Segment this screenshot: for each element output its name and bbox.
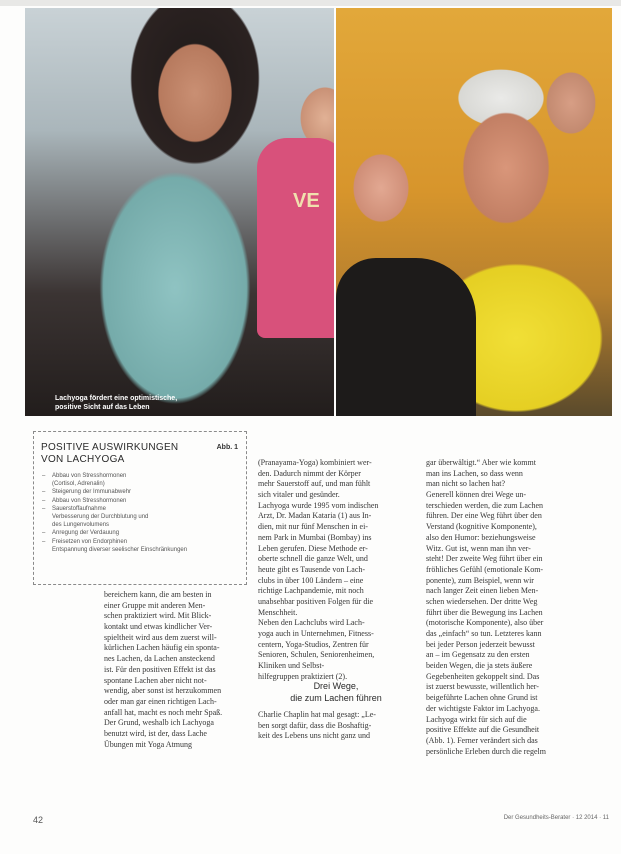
text-line: mehr Sauerstoff auf, und man fühlt — [258, 479, 371, 489]
text-line: ist zuerst bewusste, willentlich her- — [426, 682, 539, 692]
scan-edge — [0, 0, 621, 6]
text-line: der wichtigste Faktor im Lachyoga. — [426, 703, 540, 713]
text-line: (motorische Komponente), also über — [426, 618, 544, 628]
text-line: den. Dadurch nimmt der Körper — [258, 468, 361, 478]
text-line: oberte schnell die ganze Welt, und — [258, 554, 368, 564]
box-list-item: Entspannung diverser seelischer Einschränkungen — [52, 546, 188, 553]
photo-caption — [55, 394, 255, 412]
photo-laughing-women — [25, 8, 334, 416]
text-line: oder man gar einen richtigen Lach- — [104, 696, 217, 706]
text-line: persönliche Erleben durch die regelm — [426, 746, 546, 756]
text-line: Lachyoga wirkt für sich auf die — [426, 714, 527, 724]
box-list-item: – Steigerung der Immunabwehr — [42, 488, 242, 496]
text-line: fröhliches Gefühl (emotionale Kom- — [426, 564, 544, 574]
text-line: beigeführte Lachen ohne Grund ist — [426, 693, 538, 703]
text-column-left — [104, 590, 244, 750]
text-line: hilfegruppen praktiziert (2). — [258, 671, 348, 681]
text-line: beiden Wegen, die ja stets äußere — [426, 661, 533, 671]
text-column-right — [426, 458, 598, 757]
text-line: Verstand (kognitive Komponente), — [426, 522, 537, 532]
text-line: ponente), zum Beispiel, wenn wir — [426, 575, 534, 585]
box-list-item: Verbesserung der Durchblutung und — [52, 514, 149, 521]
photo-laughing-man — [336, 8, 612, 416]
text-line: kontakt und etwas kindlicher Ver- — [104, 622, 213, 632]
text-line: benutzt wird, ist der, dass Lache — [104, 728, 207, 738]
text-line: Charlie Chaplin hat mal gesagt: „Le- — [258, 710, 376, 719]
dark-clothing — [336, 258, 476, 416]
box-list — [42, 472, 242, 554]
box-list-item: (Cortisol, Adrenalin) — [52, 481, 105, 488]
text-line: Lachyoga wurde 1995 vom indischen — [258, 500, 379, 510]
box-title: POSITIVE AUSWIRKUNGEN VON LACHYOGA — [41, 442, 179, 465]
text-line: keit des Lebens uns nicht ganz und — [258, 731, 370, 741]
info-box — [33, 431, 247, 585]
box-figure-label: Abb. 1 — [216, 444, 238, 451]
page-number: 42 — [33, 815, 44, 825]
text-line: Menschheit. — [258, 607, 298, 617]
text-line: Witz. Gut ist, wenn man ihn ver- — [426, 543, 531, 553]
text-column-middle-lower — [258, 710, 410, 742]
text-line: also den Humor: beziehungsweise — [426, 532, 536, 542]
text-line: steht! Der zweite Weg führt über ein — [426, 554, 543, 564]
footer-publication: Der Gesundheits-Berater · 12 2014 · 11 — [503, 815, 609, 821]
text-line: ben sorgt dafür, dass die Boshaftig- — [258, 720, 372, 730]
text-line: das „einfach“ so tun. Letzteres kann — [426, 629, 542, 638]
box-list-item: – Abbau von Stresshormonen — [42, 472, 242, 480]
heading-line: Drei Wege, — [313, 681, 359, 691]
heading-line: die zum Lachen führen — [290, 693, 382, 703]
text-line: an – im Gegensatz zu den ersten — [426, 650, 530, 660]
text-line: clubs in über 100 Ländern – eine — [258, 575, 364, 585]
shirt-print: VE — [293, 190, 320, 212]
text-column-middle — [258, 458, 410, 682]
text-line: wendig, aber sonst ist herzukommen — [104, 686, 222, 696]
text-line: yoga auch in Unternehmen, Fitness- — [258, 629, 374, 638]
text-line: heute gibt es Tausende von Lach- — [258, 564, 366, 574]
text-line: positive Effekte auf die Gesundheit — [426, 725, 540, 735]
text-line: schen praktiziert wird. Mit Blick- — [104, 611, 212, 621]
text-line: richtige Lachpandemie, mit noch — [258, 586, 364, 596]
box-list-item: – Freisetzen von Endorphinen — [42, 538, 242, 546]
text-line: spontane Lachen aber nicht not- — [104, 675, 207, 685]
text-line: kürlichen Lachen häufig ein sponta- — [104, 643, 220, 653]
text-line: nach langer Zeit einen lieben Men- — [426, 586, 539, 596]
text-line: Übungen mit Yoga Atmung — [104, 739, 193, 749]
text-line: Senioren, Schulen, Seniorenheimen, — [258, 650, 375, 660]
text-line: nes Lachen, da Lachen ansteckend — [104, 654, 215, 664]
text-line: schen wiedersehen. Der dritte Weg — [426, 596, 538, 606]
caption-line: positive Sicht auf das Leben — [55, 404, 150, 411]
box-list-item: des Lungenvolumens — [52, 522, 110, 529]
text-line: bereichern kann, die am besten in — [104, 590, 212, 599]
text-line: Arzt, Dr. Madan Kataria (1) aus In- — [258, 511, 372, 521]
text-line: (Abb. 1). Ferner verändert sich das — [426, 735, 538, 745]
text-line: ist. Für den positiven Effekt ist das — [104, 664, 216, 674]
text-line: bei jeder Person jederzeit bewusst — [426, 639, 535, 649]
box-list-item: – Abbau von Stresshormonen — [42, 497, 242, 505]
text-line: führt über die Bewegung ins Lachen — [426, 607, 543, 617]
text-line: Neben den Lachclubs wird Lach- — [258, 618, 365, 628]
box-list-item: – Sauerstoffaufnahme — [42, 505, 242, 513]
text-line: Generell können drei Wege un- — [426, 490, 527, 500]
text-line: terschieden werden, die zum Lachen — [426, 500, 544, 510]
text-line: anfall hat, macht es noch mehr Spaß. — [104, 707, 223, 717]
caption-line: Lachyoga fördert eine optimistische, — [55, 395, 178, 402]
text-line: einer Gruppe mit anderen Men- — [104, 600, 206, 610]
text-line: Kliniken und Selbst- — [258, 661, 325, 671]
text-line: nem Park in Mumbai (Bombay) ins — [258, 532, 372, 542]
text-line: sich vitaler und gesünder. — [258, 490, 340, 500]
text-line: centern, Yoga-Studios, Zentren für — [258, 639, 369, 649]
text-line: führen. Der eine Weg führt über den — [426, 511, 542, 521]
text-line: man ins Lachen, so dass wenn — [426, 468, 523, 478]
text-line: unabsehbar positiven Folgen für die — [258, 596, 374, 606]
text-line: (Pranayama-Yoga) kombiniert wer- — [258, 458, 372, 467]
text-line: Gegebenheiten gekoppelt sind. Das — [426, 671, 540, 681]
pink-shirt — [257, 138, 334, 338]
text-line: man nicht so lachen hat? — [426, 479, 506, 489]
section-heading — [266, 680, 406, 704]
text-line: Der Grund, weshalb ich Lachyoga — [104, 718, 214, 728]
text-line: Leben gerufen. Diese Methode er- — [258, 543, 368, 553]
box-list-item: – Anregung der Verdauung — [42, 529, 242, 537]
text-line: gar überwältigt.“ Aber wie kommt — [426, 458, 536, 467]
text-line: dien, mit nur fünf Menschen in ei- — [258, 522, 368, 532]
text-line: spieltheit wird aus dem zuerst will- — [104, 632, 217, 642]
